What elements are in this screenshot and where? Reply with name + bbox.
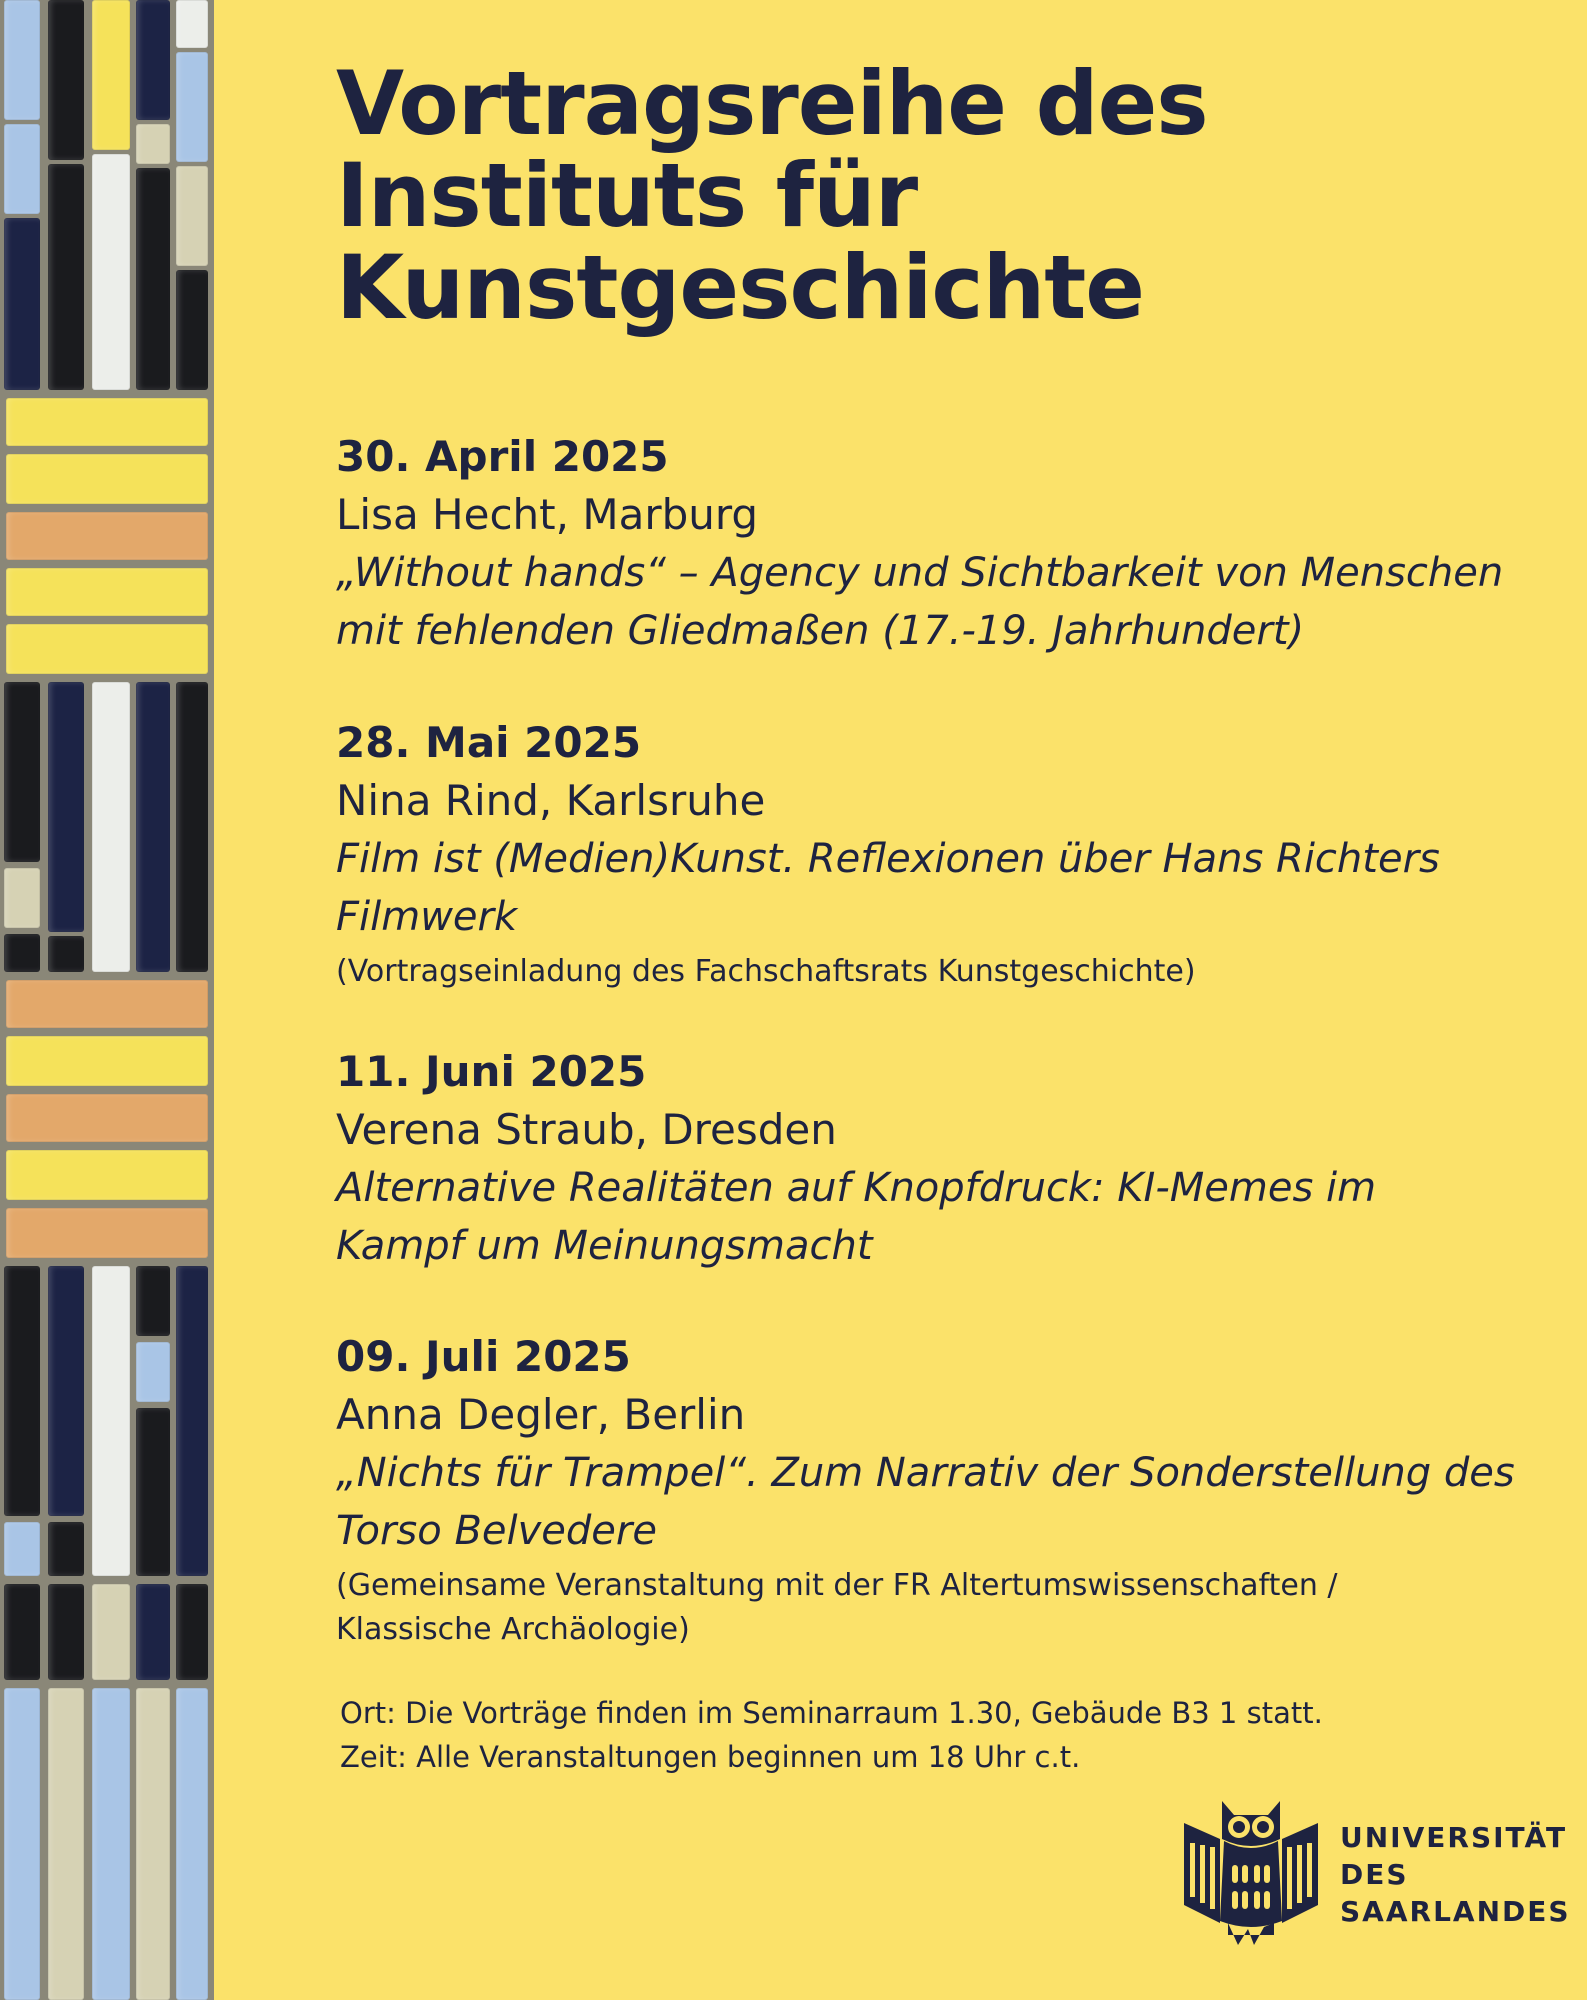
logo-line: SAARLANDES — [1340, 1895, 1571, 1928]
event-item — [336, 428, 1536, 660]
event-note: Klassische Archäologie) — [336, 1612, 690, 1647]
event-note: (Vortragseinladung des Fachschaftsrats Kunstgeschichte) — [336, 954, 1196, 989]
event-speaker: Nina Rind, Karlsruhe — [336, 776, 766, 825]
logo-line: UNIVERSITÄT — [1340, 1821, 1568, 1854]
event-item — [336, 714, 1536, 994]
event-talk-title: Film ist (Medien)Kunst. Reflexionen über Hans Richters — [336, 836, 1440, 882]
owl-icon — [1176, 1795, 1326, 1955]
mosaic-strip — [0, 0, 214, 2000]
title-line: Kunstgeschichte — [336, 236, 1144, 339]
logo-line: DES — [1340, 1858, 1409, 1891]
logo-text — [1340, 1819, 1571, 1930]
event-item — [336, 1328, 1536, 1652]
event-talk-title: Torso Belvedere — [336, 1508, 657, 1554]
university-logo — [1176, 1795, 1571, 1955]
title-line: Instituts für — [336, 144, 918, 247]
event-speaker: Anna Degler, Berlin — [336, 1390, 746, 1439]
event-date: 28. Mai 2025 — [336, 718, 642, 767]
event-talk-title: „Without hands“ – Agency und Sichtbarkeit von Menschen — [336, 550, 1504, 596]
event-talk-title: Kampf um Meinungsmacht — [336, 1223, 873, 1269]
event-speaker: Verena Straub, Dresden — [336, 1105, 837, 1154]
title-line: Vortragsreihe des — [336, 52, 1208, 155]
event-talk-title: mit fehlenden Gliedmaßen (17.-19. Jahrhundert) — [336, 608, 1305, 654]
event-speaker: Lisa Hecht, Marburg — [336, 490, 759, 539]
event-date: 30. April 2025 — [336, 432, 669, 481]
time-text: Zeit: Alle Veranstaltungen beginnen um 18 Uhr c.t. — [340, 1740, 1081, 1774]
event-date: 11. Juni 2025 — [336, 1047, 647, 1096]
event-talk-title: Filmwerk — [336, 894, 518, 940]
event-note: (Gemeinsame Veranstaltung mit der FR Altertumswissenschaften / — [336, 1568, 1338, 1603]
event-item — [336, 1043, 1536, 1275]
footer-info — [340, 1688, 1323, 1782]
location-text: Ort: Die Vorträge finden im Seminarraum 1.30, Gebäude B3 1 statt. — [340, 1696, 1323, 1730]
poster-title — [336, 52, 1516, 339]
event-talk-title: „Nichts für Trampel“. Zum Narrativ der Sonderstellung des — [336, 1450, 1515, 1496]
event-date: 09. Juli 2025 — [336, 1332, 631, 1381]
event-talk-title: Alternative Realitäten auf Knopfdruck: KI-Memes im — [336, 1165, 1377, 1211]
